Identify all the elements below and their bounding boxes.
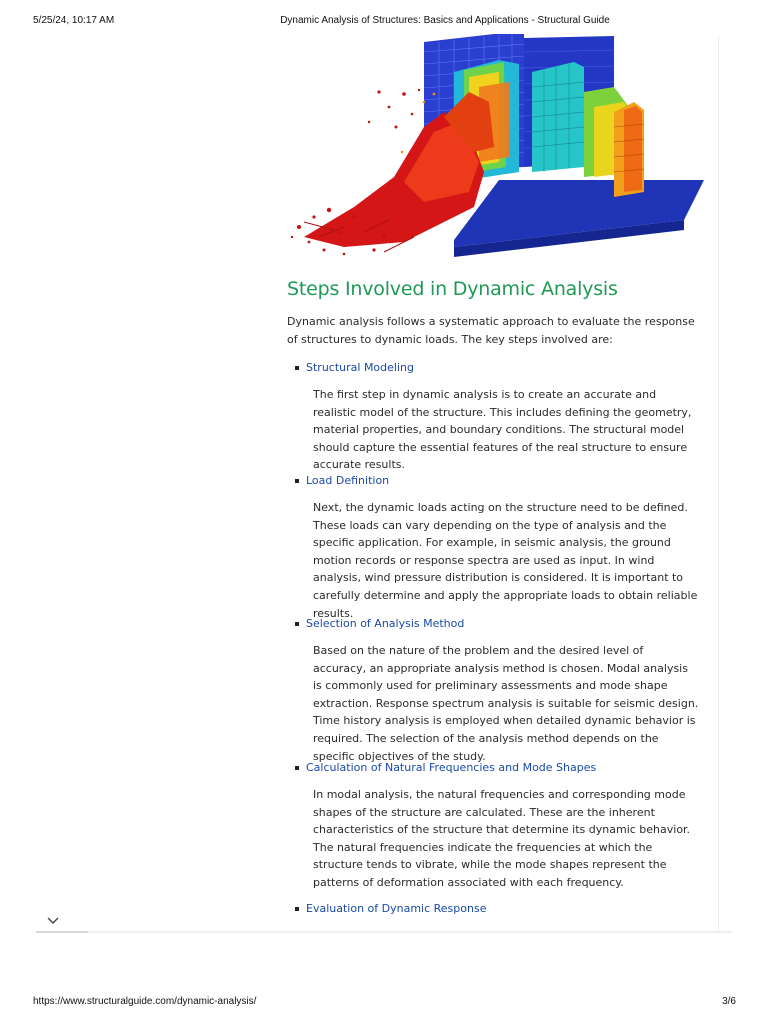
content-right-border	[718, 36, 719, 931]
step-description: The first step in dynamic analysis is to create an accurate and realistic model of the structure. This includes defining the geometry, material properties, and boundary conditions. The structural model should capture the essential features of the real structure to ensure accurate results.	[313, 388, 692, 472]
step-link-load-definition[interactable]: Load Definition	[306, 474, 390, 487]
section-intro: Dynamic analysis follows a systematic approach to evaluate the response of structures to dynamic loads. The key steps involved are:	[287, 315, 695, 346]
print-page-title: Dynamic Analysis of Structures: Basics and Applications - Structural Guide	[280, 15, 610, 26]
step-link-analysis-method[interactable]: Selection of Analysis Method	[306, 617, 465, 630]
print-date: 5/25/24, 10:17 AM	[33, 15, 115, 26]
content-bottom-rule	[36, 931, 732, 933]
bullet-icon	[295, 479, 299, 483]
step-link-structural-modeling[interactable]: Structural Modeling	[306, 361, 414, 374]
content-bottom-rule-accent	[36, 931, 88, 933]
list-item	[295, 759, 715, 892]
step-link-dynamic-response[interactable]: Evaluation of Dynamic Response	[306, 902, 487, 915]
bullet-icon	[295, 622, 299, 626]
step-description: Based on the nature of the problem and the desired level of accuracy, an appropriate analysis method is chosen. Modal analysis is commonly used for preliminary assessments and mode shape extraction. Response spectrum analysis is suitable for seismic design. Time history analysis is employed when detailed dynamic behavior is required. The selection of the analysis method depends on the specific objectives of the study.	[313, 644, 699, 763]
print-footer	[0, 996, 768, 1012]
list-item	[295, 472, 715, 622]
list-item	[295, 359, 715, 474]
bullet-icon	[295, 907, 299, 911]
chevron-down-icon[interactable]	[46, 916, 60, 926]
print-header	[0, 15, 768, 31]
print-url[interactable]: https://www.structuralguide.com/dynamic-analysis/	[33, 996, 257, 1007]
fea-collapse-simulation-image	[284, 32, 704, 264]
step-description: In modal analysis, the natural frequencies and corresponding mode shapes of the structure are calculated. These are the inherent characteristics of the structure that determine its dynamic behavior. The natural frequencies indicate the frequencies at which the structure tends to vibrate, while the mode shapes represent the patterns of deformation associated with each frequency.	[313, 788, 691, 889]
bullet-icon	[295, 366, 299, 370]
list-item	[295, 615, 715, 765]
step-description: Next, the dynamic loads acting on the structure need to be defined. These loads can vary depending on the type of analysis and the specific application. For example, in seismic analysis, the ground motion records or response spectra are used as input. In wind analysis, wind pressure distribution is considered. It is important to carefully determine and apply the appropriate loads to obtain reliable results.	[313, 501, 698, 620]
print-page-number: 3/6	[722, 996, 736, 1007]
section-heading: Steps Involved in Dynamic Analysis	[287, 278, 618, 300]
list-item	[295, 900, 715, 917]
bullet-icon	[295, 766, 299, 770]
step-link-natural-frequencies[interactable]: Calculation of Natural Frequencies and Mode Shapes	[306, 761, 597, 774]
